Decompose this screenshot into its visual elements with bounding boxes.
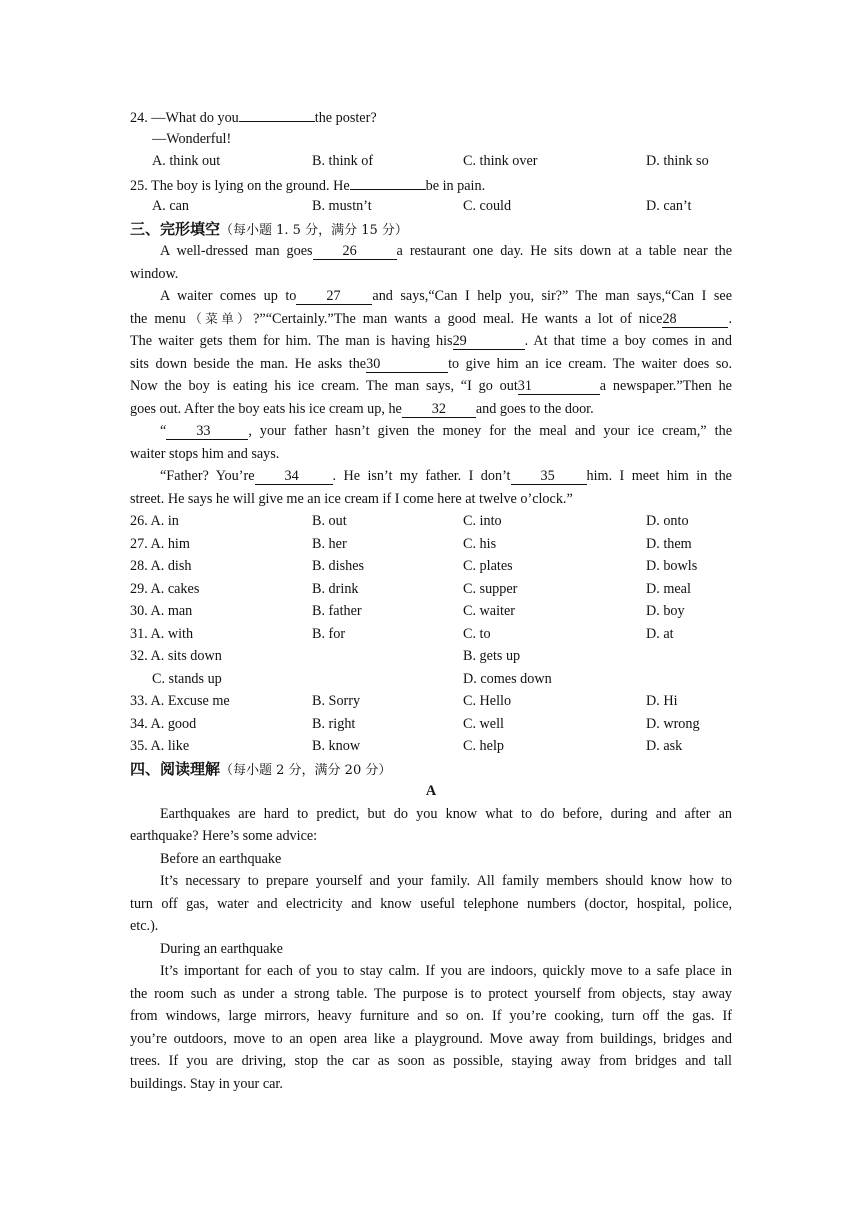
blank (350, 173, 426, 190)
blank-31: 31 (518, 378, 600, 395)
question-24-reply: —Wonderful! (152, 130, 232, 147)
cloze-text: A well-dressed man goes (160, 243, 313, 259)
cloze-text: . At that time a boy comes in and (524, 333, 732, 349)
option-c: C. supper (463, 580, 518, 597)
section-4-heading (130, 758, 732, 781)
option-b: B. gets up (463, 648, 521, 664)
option-b: B. her (312, 535, 347, 552)
cloze-text: ?”“Certainly.”The man wants a good meal. He wants a lot of nice (253, 310, 663, 327)
exam-page (130, 105, 732, 1095)
cloze-line (130, 285, 732, 308)
option-b: B. know (312, 738, 361, 754)
question-25-prefix: 25. The boy is lying on the ground. He (130, 177, 350, 194)
cloze-text: . He isn’t my father. I don’t (332, 468, 511, 484)
reading-line: Earthquakes are hard to predict, but do you know what to do before, during and after an (160, 805, 732, 822)
option-a: 33. A. Excuse me (130, 693, 230, 709)
option-d: D. at (646, 625, 674, 642)
option-d: D. think so (646, 153, 709, 169)
option-c: C. stands up (152, 670, 222, 687)
section-3-heading (130, 218, 732, 241)
option-a: 31. A. with (130, 625, 194, 642)
option-c: C. could (463, 198, 512, 214)
blank-34: 34 (255, 468, 333, 485)
option-a: 29. A. cakes (130, 580, 200, 597)
reading-line: trees. If you are driving, stop the car as soon as possible, staying away from bridges and tall (130, 1053, 732, 1069)
cloze-text-chinese: （菜单） (185, 310, 254, 326)
answer-row (130, 735, 732, 758)
option-d: D. comes down (463, 670, 552, 687)
option-a: 32. A. sits down (130, 648, 222, 664)
cloze-line: street. He says he will give me an ice cream if I come here at twelve o’clock.” (130, 490, 573, 507)
cloze-text: Now the boy is eating his ice cream. The man says, “I go out (130, 378, 518, 394)
subheading-before: Before an earthquake (160, 850, 282, 867)
section-4-title: 四、阅读理解 (130, 759, 221, 778)
cloze-line (130, 465, 732, 488)
answer-row (130, 578, 732, 601)
option-b: B. out (312, 513, 347, 529)
answer-row (130, 510, 732, 533)
option-a: A. think out (152, 153, 221, 169)
cloze-text: The waiter gets them for him. The man is having his (130, 333, 453, 349)
option-c: C. into (463, 513, 502, 529)
option-b: B. drink (312, 580, 359, 597)
cloze-line (130, 330, 732, 353)
blank (239, 105, 315, 122)
cloze-line (130, 420, 732, 443)
blank-29: 29 (453, 333, 525, 350)
option-b: B. mustn’t (312, 198, 372, 214)
cloze-line (130, 353, 732, 376)
option-a: 28. A. dish (130, 558, 192, 574)
option-d: D. can’t (646, 198, 692, 214)
option-d: D. ask (646, 738, 683, 754)
cloze-text: him. I meet him in the (586, 468, 732, 484)
cloze-line (130, 398, 732, 421)
option-d: D. wrong (646, 715, 700, 732)
answer-row (130, 533, 732, 556)
answer-row (130, 713, 732, 736)
option-c: C. well (463, 715, 504, 732)
cloze-text: “ (160, 423, 167, 439)
cloze-text: , your father hasn’t given the money for the meal and your ice cream,” the (248, 423, 732, 439)
option-c: C. think over (463, 153, 538, 169)
cloze-line: waiter stops him and says. (130, 445, 280, 462)
reading-line: buildings. Stay in your car. (130, 1075, 283, 1092)
answer-row (130, 690, 732, 713)
reading-line: turn off gas, water and electricity and know useful telephone numbers (doctor, hospital, police, (130, 895, 732, 912)
reading-line: earthquake? Here’s some advice: (130, 828, 318, 844)
option-b: B. right (312, 715, 356, 732)
blank-26: 26 (313, 243, 397, 260)
question-24-suffix: the poster? (314, 110, 377, 126)
reading-line: the room such as under a strong table. The purpose is to protect yourself from objects, stay away (130, 985, 732, 1002)
option-d: D. boy (646, 603, 685, 619)
cloze-line (130, 240, 732, 263)
question-25 (130, 173, 732, 196)
cloze-text: A waiter comes up to (160, 288, 297, 304)
option-a: 35. A. like (130, 738, 190, 754)
option-a: 30. A. man (130, 603, 193, 619)
option-c: C. plates (463, 558, 513, 574)
question-24-prefix: 24. —What do you (130, 110, 239, 126)
option-c: C. Hello (463, 693, 512, 709)
option-b: B. dishes (312, 558, 365, 574)
blank-28: 28 (662, 311, 728, 328)
reading-line: It’s important for each of you to stay calm. If you are indoors, quickly move to a safe place in (160, 963, 732, 979)
option-b: B. think of (312, 153, 374, 169)
cloze-text: the menu (130, 310, 186, 327)
cloze-text: . (728, 310, 732, 327)
option-a: 34. A. good (130, 715, 197, 732)
option-b: B. father (312, 603, 362, 619)
section-3-title: 三、完形填空 (130, 219, 221, 238)
cloze-text: and goes to the door. (475, 400, 594, 417)
option-d: D. them (646, 535, 692, 552)
option-d: D. meal (646, 580, 691, 597)
cloze-text: sits down beside the man. He asks the (130, 355, 367, 372)
blank-35: 35 (511, 468, 587, 485)
option-b: B. for (312, 625, 346, 642)
subheading-during: During an earthquake (160, 940, 283, 957)
passage-heading: A (425, 783, 437, 799)
option-c: C. to (463, 625, 491, 642)
option-d: D. bowls (646, 558, 698, 574)
option-c: C. waiter (463, 603, 516, 619)
answer-row (130, 555, 732, 578)
option-a: 27. A. him (130, 535, 190, 552)
section-3-note: （每小题 1. 5 分，满分 15 分） (220, 222, 408, 238)
option-a: 26. A. in (130, 513, 179, 529)
answer-row (130, 623, 732, 646)
option-c: C. his (463, 535, 497, 552)
answer-row (130, 668, 732, 691)
option-d: D. Hi (646, 693, 678, 709)
cloze-line (130, 308, 732, 331)
reading-line: you’re outdoors, move to an open area like a playground. Move away from buildings, bridges and (130, 1030, 732, 1047)
reading-line: etc.). (130, 918, 159, 934)
cloze-line (130, 375, 732, 398)
blank-33: 33 (166, 423, 248, 440)
cloze-text: a restaurant one day. He sits down at a table near the (396, 243, 732, 259)
blank-30: 30 (366, 356, 448, 373)
cloze-text: goes out. After the boy eats his ice cream up, he (130, 400, 402, 417)
cloze-text: and says,“Can I help you, sir?” The man says,“Can I see (372, 288, 732, 304)
reading-line: from windows, large mirrors, heavy furniture and so on. If you’re cooking, turn off the gas. If (130, 1008, 732, 1024)
answer-row (130, 600, 732, 623)
answer-row (130, 645, 732, 668)
question-25-options (130, 195, 732, 218)
question-24 (130, 105, 732, 128)
option-c: C. help (463, 738, 504, 754)
option-a: A. can (152, 198, 190, 214)
cloze-text: a newspaper.”Then he (599, 378, 732, 394)
section-4-note: （每小题 2 分，满分 20 分） (220, 762, 392, 778)
blank-32: 32 (402, 401, 476, 418)
blank-27: 27 (296, 288, 372, 305)
option-b: B. Sorry (312, 693, 361, 709)
cloze-text: to give him an ice cream. The waiter does so. (448, 355, 733, 372)
cloze-text: “Father? You’re (160, 468, 255, 484)
reading-line: It’s necessary to prepare yourself and your family. All family members should know how to (160, 873, 732, 889)
cloze-line: window. (130, 265, 179, 282)
option-d: D. onto (646, 513, 689, 529)
question-24-options (130, 150, 732, 173)
question-25-suffix: be in pain. (425, 177, 486, 194)
